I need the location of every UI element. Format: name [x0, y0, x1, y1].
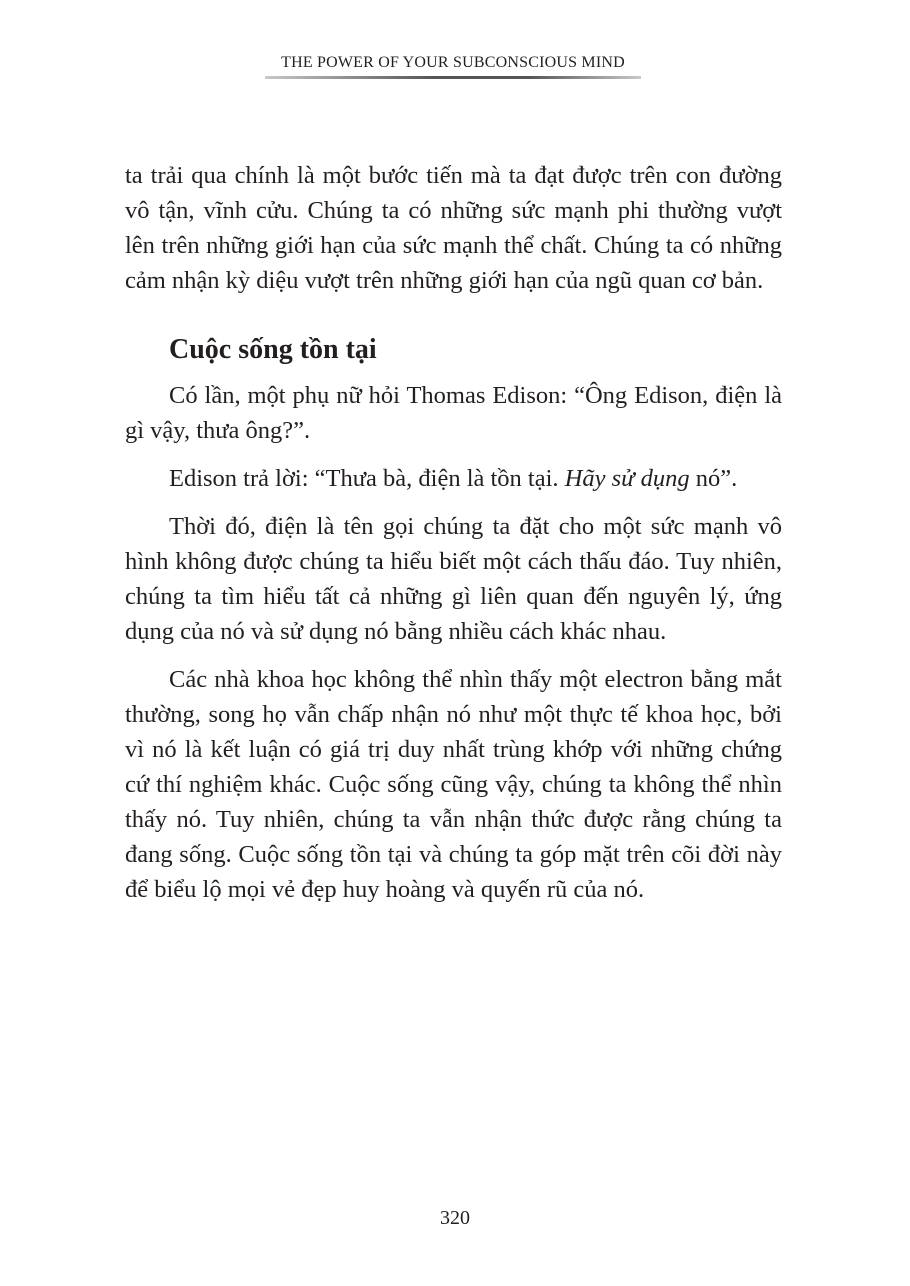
page-number: 320 — [440, 1207, 470, 1229]
body-paragraph-electron: Các nhà khoa học không thể nhìn thấy một electron bằng mắt thường, song họ vẫn chấp nhận nó như một thực tế khoa học, bởi vì nó là kết luận có giá trị duy nhất trùng khớp với những chứng cứ thí nghiệm khác. Cuộc sống cũng vậy, chúng ta không thể nhìn thấy nó. Tuy nhiên, chúng ta vẫn nhận thức được rằng chúng ta đang sống. Cuộc sống tồn tại và chúng ta góp mặt trên cõi đời này để biểu lộ mọi vẻ đẹp huy hoàng và quyến rũ của nó. — [125, 666, 782, 903]
body-paragraph-continued: ta trải qua chính là một bước tiến mà ta đạt được trên con đường vô tận, vĩnh cửu. Chúng ta có những sức mạnh phi thường vượt lên trên những giới hạn của sức mạnh thể chất. Chúng ta có những cảm nhận kỳ diệu vượt trên những giới hạn của ngũ quan cơ bản. — [125, 162, 782, 294]
edison-answer-tail: nó”. — [689, 465, 738, 492]
body-paragraph-edison-question: Có lần, một phụ nữ hỏi Thomas Edison: “Ông Edison, điện là gì vậy, thưa ông?”. — [125, 382, 782, 444]
section-heading: Cuộc sống tồn tại — [169, 334, 377, 365]
edison-answer-emphasis: Hãy sử dụng — [564, 465, 690, 492]
body-paragraph-edison-answer — [125, 461, 782, 496]
body-paragraph-electricity: Thời đó, điện là tên gọi chúng ta đặt cho một sức mạnh vô hình không được chúng ta hiểu biết một cách thấu đáo. Tuy nhiên, chúng ta tìm hiểu tất cả những gì liên quan đến nguyên lý, ứng dụng của nó và sử dụng nó bằng nhiều cách khác nhau. — [125, 513, 782, 645]
header-rule — [265, 76, 641, 79]
page-body — [125, 158, 782, 907]
edison-answer-text: Edison trả lời: “Thưa bà, điện là tồn tại. — [169, 465, 565, 492]
running-header-title: THE POWER OF YOUR SUBCONSCIOUS MIND — [281, 54, 625, 71]
